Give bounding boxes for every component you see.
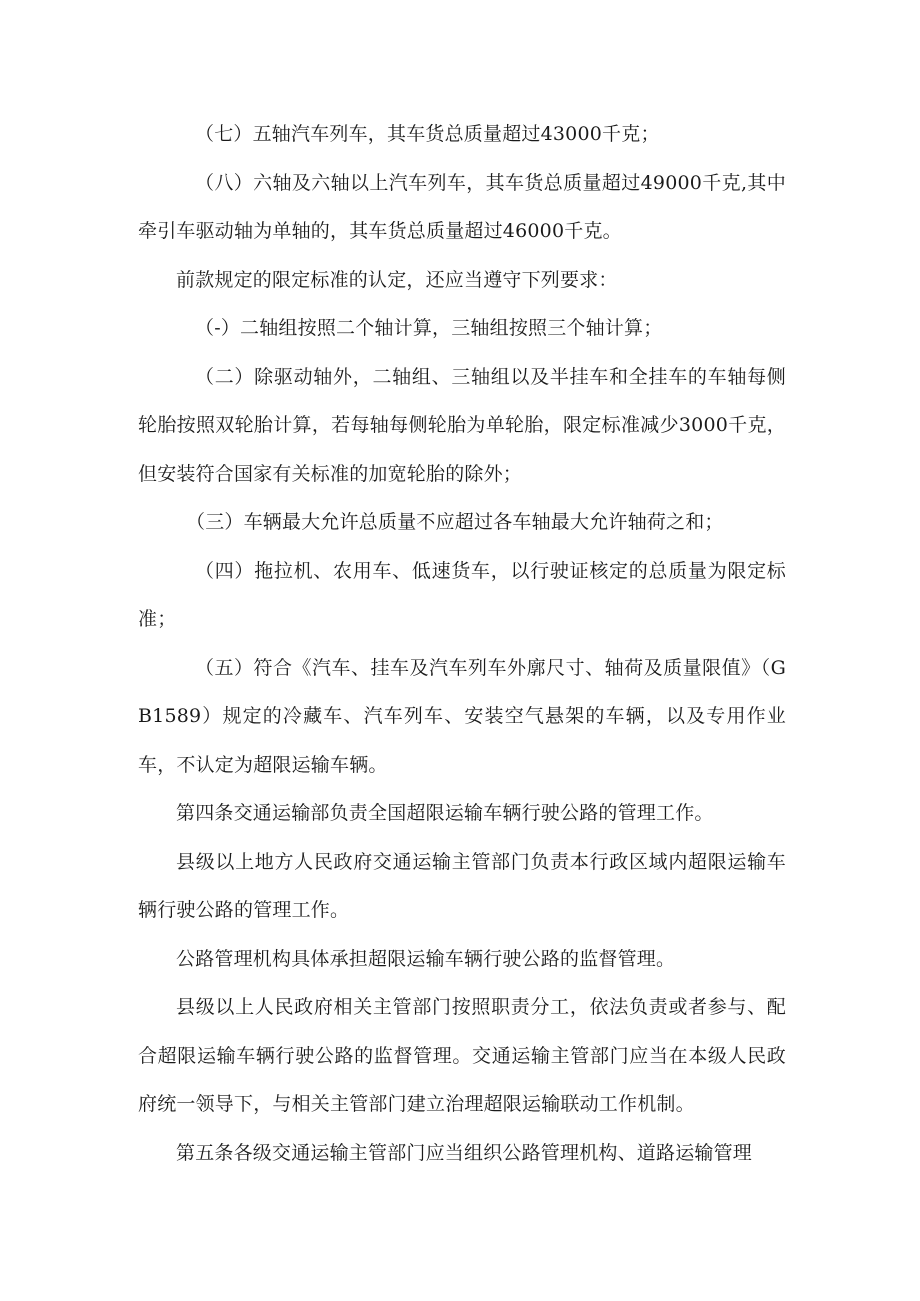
paragraph-requirement-1: （-）二轴组按照二个轴计算，三轴组按照三个轴计算； — [195, 317, 663, 339]
paragraph-related-departments: 县级以上人民政府相关主管部门按照职责分工，依法负责或者参与、配合超限运输车辆行驶公路的监督管理。交通运输主管部门应当在本级人民政府统一领导下，与相关主管部门建立治理超限运输联动工作机制。 — [138, 996, 786, 1115]
paragraph-requirement-5: （五）符合《汽车、挂车及汽车列车外廓尺寸、轴荷及质量限值》（GB1589）规定的冷藏车、汽车列车、安装空气悬架的车辆，以及专用作业车，不认定为超限运输车辆。 — [138, 656, 786, 776]
paragraph-requirement-3: （三）车辆最大允许总质量不应超过各车轴最大允许轴荷之和； — [186, 511, 724, 533]
paragraph-preceding-requirements: 前款规定的限定标准的认定，还应当遵守下列要求： — [176, 268, 618, 291]
paragraph-article-5: 第五条各级交通运输主管部门应当组织公路管理机构、道路运输管理 — [176, 1141, 753, 1164]
paragraph-requirement-2: （二）除驱动轴外，二轴组、三轴组以及半挂车和全挂车的车轴每侧轮胎按照双轮胎计算，若每轴每侧轮胎为单轮胎，限定标准减少3000千克，但安装符合国家有关标准的加宽轮胎的除外； — [138, 365, 786, 485]
paragraph-item-7: （七）五轴汽车列车，其车货总质量超过43000千克； — [195, 123, 660, 145]
paragraph-item-8: （八）六轴及六轴以上汽车列车，其车货总质量超过49000千克,其中牵引车驱动轴为单轴的，其车货总质量超过46000千克。 — [138, 171, 786, 242]
paragraph-requirement-4: （四）拖拉机、农用车、低速货车，以行驶证核定的总质量为限定标准； — [138, 559, 786, 630]
paragraph-article-4: 第四条交通运输部负责全国超限运输车辆行驶公路的管理工作。 — [176, 802, 714, 824]
paragraph-local-authority: 县级以上地方人民政府交通运输主管部门负责本行政区域内超限运输车辆行驶公路的管理工作。 — [138, 850, 786, 921]
document-body — [138, 110, 786, 1177]
paragraph-highway-agency: 公路管理机构具体承担超限运输车辆行驶公路的监督管理。 — [176, 947, 676, 970]
